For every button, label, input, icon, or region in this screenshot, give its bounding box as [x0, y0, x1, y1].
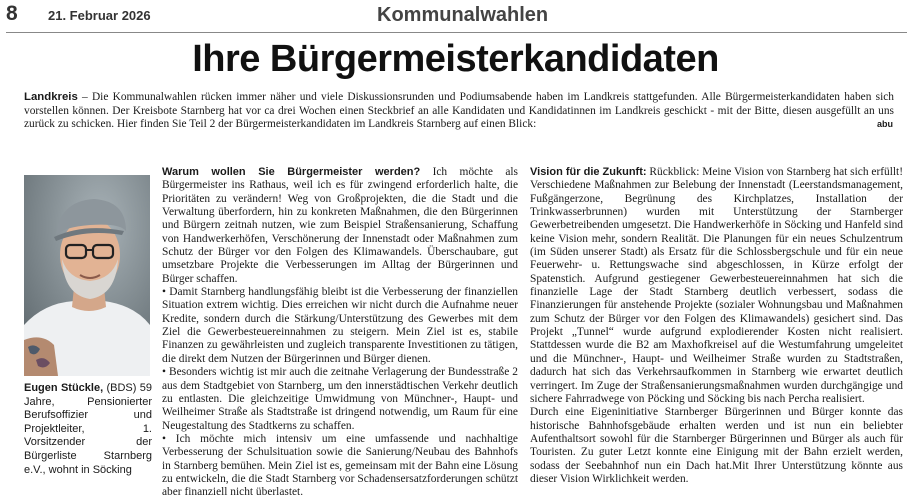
paragraph: Durch eine Eigeninitiative Starnberger Bürgerinnen und Bürger konnte das historische Bahnhofsgebäude erhalten werden und ist nun ein beliebter Aufenthaltsort sowohl für die Starnberger Bürgerinnen und Bürger als auch für Touristen. Zu guter Letzt konnte eine Einigung mit der Bahn erzielt werden, sodass der Seebahnhof nun ein Dach hat.Mit Ihrer Unterstützung könnte aus dieser Vision Wirklichkeit werden.	[530, 406, 903, 485]
answer-text: Rückblick: Meine Vision von Starnberg hat sich erfüllt! Verschiedene Maßnahmen zur Belebung der Innenstadt (Leerstandsmanagement, Fußgängerzone, Begrünung des Kirchplatzes, Installation der Trinkwasserbrunnen) wurden mit Unterstützung der Starnberger Gewerbetreibenden umgesetzt. Die Handwerkerhöfe in Söcking und Hanfeld sind keine Vision mehr, sondern Realität. Die Planungen für ein neues Schulzentrum (im Süden unserer Stadt) als Ersatz für die Schlossbergschule und für ein neue Feuerwehr- u. Rettungswache sind abgeschlossen, in Kürze erfolgt der Spatenstich. Aufgrund gestiegener Gewerbesteuereinnahmen hat sich die finanzielle Lage der Stadt Starnberg deutlich verbessert, sodass die Finanzierungen für anstehende Projekte (sozialer Wohnungsbau und Maßnahmen zum Schutz der Bürger vor den Folgen des Klimawandels) gesichert sind. Das Projekt „Tunnel“ wurde aufgrund explodierender Kosten nicht realisiert. Stattdessen wurde die B2 am Maxhofkreisel auf die Westumfahrung umgeleitet und die Münchner-, Haupt- und Weilheimer Straße wurden zu Stadtstraßen, dadurch hat sich das Verkehrsaufkommen in Starnberg wie erwartet deutlich verringert. Im Zuge der Straßensanierungsmaßnahmen wurden durchgängige und sichere Fahrradwege von Pöcking und Söcking bis nach Percha realisiert.	[530, 166, 904, 405]
intro-lead: Landkreis	[24, 91, 78, 103]
page-date: 21. Februar 2026	[48, 8, 151, 23]
header-rule	[6, 32, 907, 33]
question-heading: Vision für die Zukunft:	[530, 166, 647, 178]
paragraph: • Ich möchte mich intensiv um eine umfassende und nachhaltige Verbesserung der Schulsituation sowie die Sanierung/Neubau des Bahnhofs in Starnberg bemühen. Mein Ziel ist es, gemeinsam mit der Bahn eine Lösung zu entwickeln, die die Stadt Starnberg vor Schadensersatzforderungen schützt aber finanziell nicht überlastet.	[162, 432, 518, 499]
candidate-name: Eugen Stückle,	[24, 382, 104, 394]
candidate-details: (BDS) 59 Jahre, Pensionierter Berufsoffizier und Projektleiter, 1. Vorsitzender der Bürgerliste Starnberg e.V., wohnt in Söcking	[24, 382, 152, 476]
author-tag: abu	[877, 119, 894, 129]
section-title: Kommunalwahlen	[377, 4, 549, 26]
intro-text: – Die Kommunalwahlen rücken immer näher und viele Diskussionsrunden und Podiumsabende haben im Landkreis stattgefunden. Alle Bürgermeisterkandidaten haben sich vorstellen können. Der Kreisbote Starnberg hat vor ca drei Wochen einen Steckbrief an alle Kandidaten und Kandidatinnen im Landkreis geschickt - mit der Bitte, diesen ausgefüllt an uns zurück zu schicken. Hier finden Sie Teil 2 der Bürgermeisterkandidaten im Landkreis Starnberg auf einen Blick:	[24, 91, 894, 131]
photo-caption	[24, 382, 152, 477]
paragraph	[530, 166, 903, 406]
paragraph: • Besonders wichtig ist mir auch die zeitnahe Verlagerung der Bundesstraße 2 aus dem Stadtgebiet von Starnberg, um den innerstädtischen Verkehr deutlich zu entlasten. Die gleichzeitige Umwidmung von Münchner-, Haupt- und Weilheimer Straße als Stadtstraße ist dringend notwendig, um Raum für eine Neugestaltung des Stadtkerns zu schaffen.	[162, 366, 518, 432]
column-why	[162, 166, 518, 500]
headline: Ihre Bürgermeisterkandidaten	[192, 38, 719, 80]
page-number: 8	[6, 2, 18, 25]
paragraph	[162, 166, 518, 286]
candidate-photo	[24, 175, 150, 376]
question-heading: Warum wollen Sie Bürgermeister werden?	[162, 166, 421, 178]
column-vision	[530, 166, 903, 486]
paragraph: • Damit Starnberg handlungsfähig bleibt ist die Verbesserung der finanziellen Situation extrem wichtig. Dies erreichen wir nicht durch die Aufnahme neuer Kredite, sondern durch die Stärkung/Unterstützung des Gewerbes mit dem Ziel die Gewerbesteuereinnahmen zu steigern. Mein Ziel ist es, stabile Finanzen zu gewährleisten und zugleich transparente Investitionen zu tätigen, die direkt dem Nutzen der Bürgerinnen und Bürger dienen.	[162, 286, 518, 365]
answer-text: Ich möchte als Bürgermeister ins Rathaus, weil ich es für zwingend erforderlich halte, die Prioritäten zu verändern! Weg von Großprojekten, die die Stadt und die Verwaltung überfordern, hin zu konkreten Maßnahmen, die den Bürgerinnen und Bürgern zeitnah nutzen, wie zum Beispiel Straßensanierung, Schaffung von Handwerkerhöfen, Verschönerung der Innenstadt oder Maßnahmen zum Schutz der Bürger vor den Folgen des Klimawandels. Überschaubare, gut umsetzbare Projekte die Verbesserungen im Alltag der Bürgerinnen und Bürger schaffen.	[162, 166, 518, 285]
intro-paragraph	[24, 91, 894, 132]
